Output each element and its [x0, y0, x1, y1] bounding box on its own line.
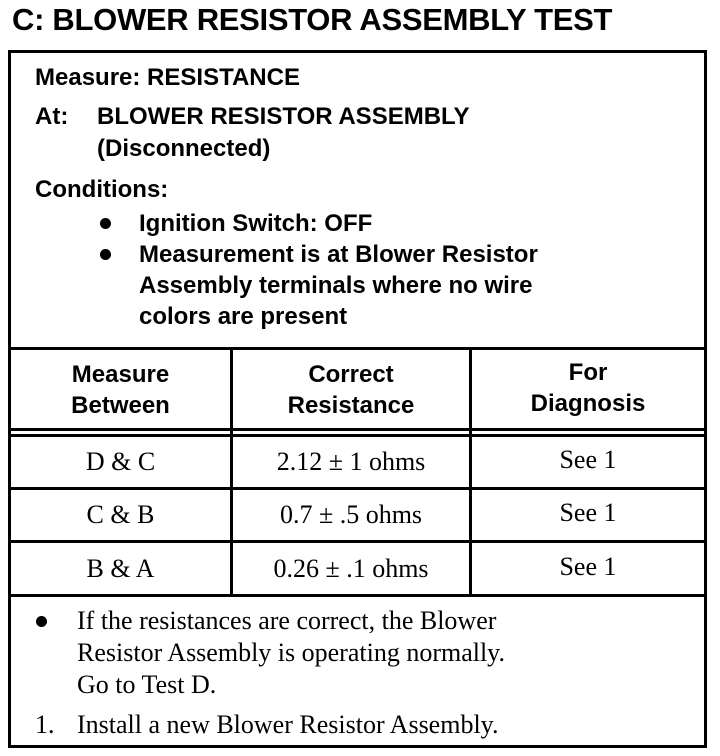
bullet-icon: [100, 249, 111, 260]
step-text: Install a new Blower Resistor Assembly.: [77, 710, 499, 739]
table-cell-between: B & A: [86, 554, 155, 583]
column-header-line: Between: [71, 392, 170, 419]
step-number: 1.: [35, 710, 55, 739]
measure-label: Measure:: [35, 64, 141, 91]
column-header-line: Resistance: [287, 392, 415, 419]
table-cell-resistance: 0.26 ± .1 ohms: [273, 554, 429, 583]
at-value: BLOWER RESISTOR ASSEMBLY: [97, 103, 470, 130]
table-cell-resistance: 0.7 ± .5 ohms: [279, 500, 423, 529]
note-line: Go to Test D.: [77, 670, 217, 699]
measure-value: RESISTANCE: [147, 64, 300, 91]
table-cell-diagnosis: See 1: [559, 445, 617, 474]
divider: [11, 434, 704, 437]
table-cell-diagnosis: See 1: [559, 498, 617, 527]
at-note: (Disconnected): [97, 135, 271, 162]
note-line: If the resistances are correct, the Blower: [77, 606, 497, 635]
at-label: At:: [35, 103, 69, 130]
measure-line: [35, 64, 300, 92]
column-header-line: For: [568, 359, 608, 386]
divider: [11, 347, 704, 350]
table-cell-between: D & C: [85, 447, 156, 476]
divider: [11, 487, 704, 490]
column-header-line: Measure: [71, 361, 170, 388]
bullet-icon: [36, 616, 47, 627]
divider: [11, 594, 704, 597]
condition-item-line: Measurement is at Blower Resistor: [139, 241, 538, 268]
column-header-line: Correct: [308, 361, 394, 388]
divider: [11, 428, 704, 431]
page-title: C: BLOWER RESISTOR ASSEMBLY TEST: [12, 2, 613, 37]
table-cell-between: C & B: [86, 500, 155, 529]
column-header: [11, 359, 230, 421]
condition-item-line: Assembly terminals where no wire: [139, 272, 533, 299]
conditions-label: Conditions:: [35, 176, 169, 203]
column-header: [472, 357, 704, 419]
condition-item: Ignition Switch: OFF: [139, 210, 373, 237]
column-header: [233, 359, 469, 421]
bullet-icon: [100, 218, 111, 229]
note-line: Resistor Assembly is operating normally.: [77, 638, 505, 667]
table-cell-diagnosis: See 1: [559, 552, 617, 581]
table-cell-resistance: 2.12 ± 1 ohms: [276, 447, 426, 476]
divider: [11, 540, 704, 543]
column-header-line: Diagnosis: [530, 390, 646, 417]
test-box: [8, 50, 707, 748]
condition-item-line: colors are present: [139, 303, 348, 330]
